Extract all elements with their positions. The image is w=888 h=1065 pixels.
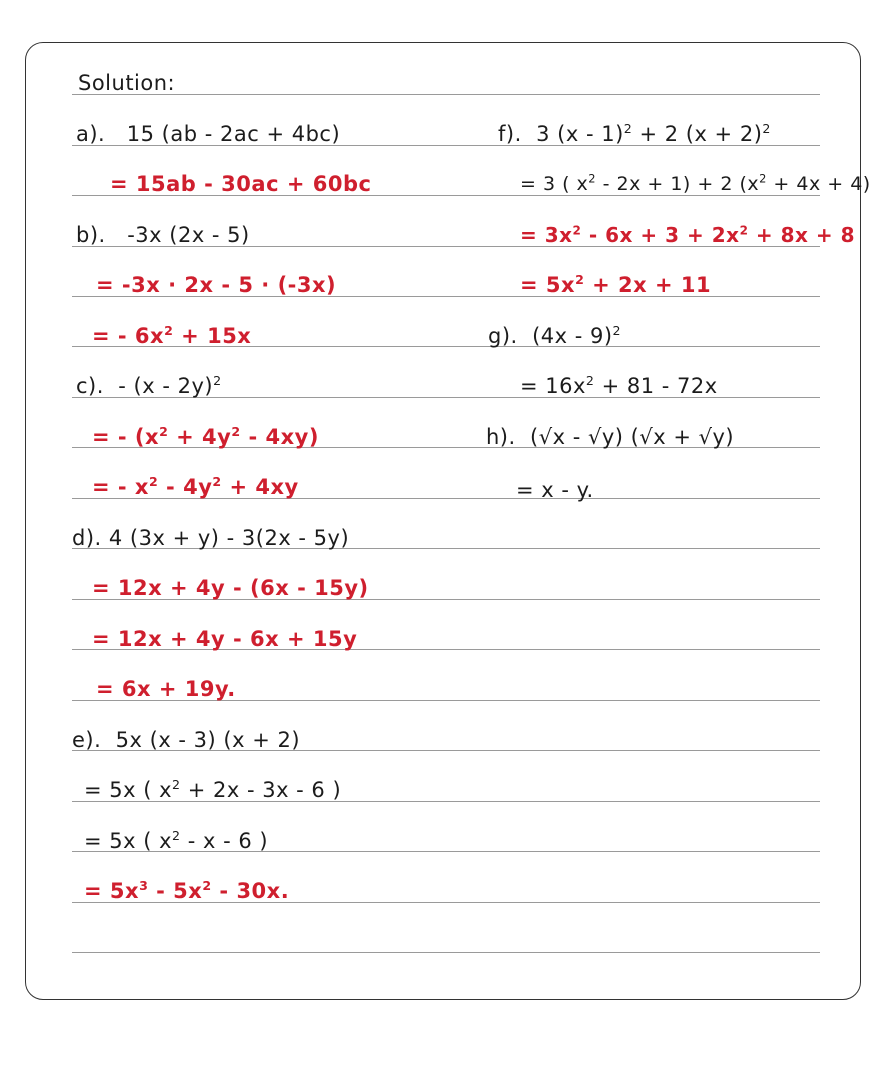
part-h-problem [486, 424, 734, 450]
part-h-step-1: = x - y. [516, 478, 594, 502]
part-e-label: e). [72, 728, 102, 752]
part-e-step-3: = $5x^3 - 5x^2 - 30x$. [84, 878, 290, 903]
part-a-label: a). [76, 122, 106, 146]
part-b-label: b). [76, 223, 106, 247]
part-b-expression: -3x (2x - 5) [127, 223, 250, 247]
part-g-step-1: = $16x^2 + 81 - 72x$ [520, 373, 718, 398]
part-h-label: h). [486, 425, 516, 449]
part-f-label: f). [498, 122, 522, 146]
part-f-problem: f). 3 (x - 1)$^2$ + 2 $(x + 2)^2$ [498, 121, 771, 146]
part-h-expression: (√x - √y) (√x + √y) [530, 425, 735, 449]
solution-title: Solution: [78, 71, 176, 95]
ruled-line [72, 94, 820, 95]
part-a-step-1: = 15ab - 30ac + 60bc [110, 172, 372, 196]
part-c-label: c). [76, 374, 104, 398]
part-d-expression: 4 (3x + y) - 3(2x - 5y) [108, 526, 350, 550]
part-b-step-2: = - $6x^2 + 15x$ [92, 323, 252, 348]
part-e-step-1: = 5x ( $x^2 + 2x - 3x - 6$ ) [84, 777, 342, 802]
part-f-step-2: = $3x^2 - 6x + 3 + 2x^2 + 8x + 8$ [520, 223, 856, 247]
part-c-step-2: = - $x^2 - 4y^2 + 4xy$ [92, 474, 299, 499]
part-d-step-2: = 12x + 4y - 6x + 15y [92, 627, 358, 651]
part-c-step-1: = - $(x^2 + 4y^2 - 4xy)$ [92, 424, 319, 449]
ruled-line [72, 952, 820, 953]
part-f-step-3: = $5x^2 + 2x + 11$ [520, 272, 712, 297]
part-f-step-1: = 3 ( $x^2 - 2x + 1) + 2$ $(x^2 + 4x + 4)$ [520, 171, 871, 195]
part-g-problem: g). (4x - 9)$^2$ [488, 323, 622, 348]
part-a-problem [76, 121, 340, 147]
part-e-expression: 5x (x - 3) (x + 2) [115, 728, 301, 752]
part-e-problem [72, 727, 300, 753]
part-g-label: g). [488, 324, 518, 348]
part-b-problem [76, 222, 250, 248]
part-b-step-1: = -3x · 2x - 5 · (-3x) [96, 273, 337, 297]
part-a-expression: 15 (ab - 2ac + 4bc) [126, 122, 341, 146]
part-d-step-1: = 12x + 4y - (6x - 15y) [92, 576, 369, 600]
part-d-label: d). [72, 526, 102, 550]
part-d-step-3: = 6x + 19y. [96, 677, 236, 701]
part-e-step-2: = 5x ( $x^2$ - x - 6 ) [84, 828, 269, 853]
part-d-problem [72, 525, 349, 551]
part-c-problem: c). - (x - 2y)$^2$ [76, 373, 222, 398]
